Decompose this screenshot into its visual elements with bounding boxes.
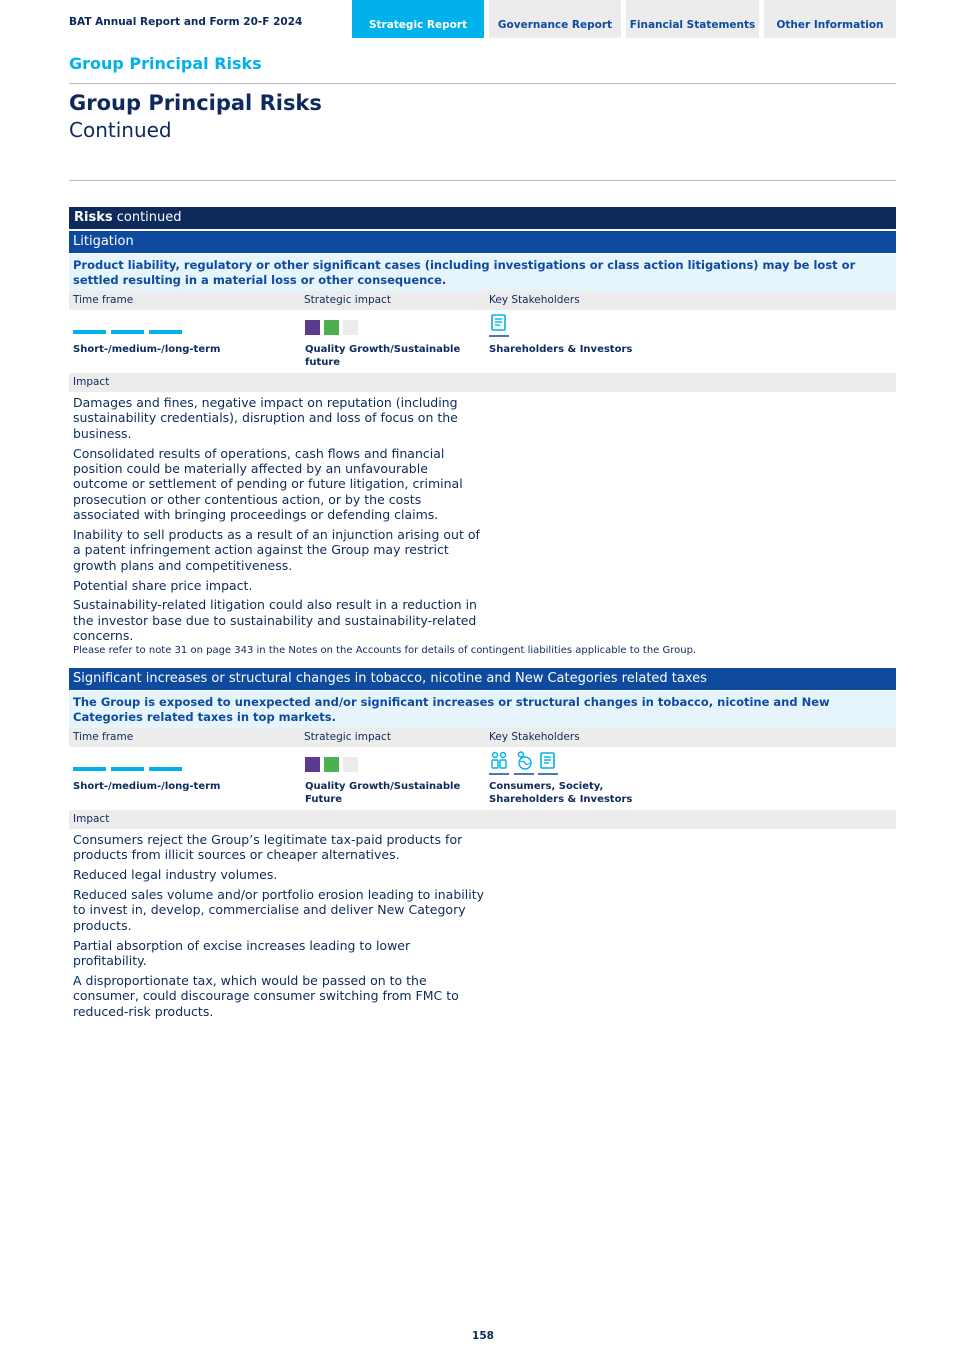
risks-title-bold: Risks (74, 210, 113, 225)
page-number: 158 (472, 1330, 494, 1342)
society-icon (514, 751, 534, 776)
time-frame-dash-long (149, 767, 182, 771)
impact-item: Sustainability-related litigation could also result in a reduction in the investor base due to sustainability and sustainability-related concerns. (73, 597, 477, 644)
impact-list (73, 395, 485, 648)
strategic-impact-value: Quality Growth/Sustainable future (305, 344, 461, 368)
time-frame-value: Short-/medium-/long-term (73, 781, 221, 792)
time-frame-label: Time frame (73, 294, 134, 306)
tab-strategic-report[interactable]: Strategic Report (352, 0, 484, 38)
impact-list (73, 832, 485, 1023)
impact-item: Inability to sell products as a result of an injunction arising out of a patent infringement action against the Group may restrict growth plans and competitiveness. (73, 527, 480, 573)
time-frame-dash-short (73, 767, 106, 771)
risks-table-header (69, 207, 896, 229)
impact-item: Reduced legal industry volumes. (73, 867, 278, 883)
quality-growth-square (305, 320, 320, 335)
risks-title-rest: continued (112, 210, 182, 225)
sustainable-future-square (324, 757, 339, 772)
impact-header (69, 810, 896, 829)
strategic-impact-label: Strategic impact (304, 731, 391, 743)
impact-item: Consumers reject the Group’s legitimate tax-paid products for products from illicit sources or cheaper alternatives. (73, 832, 463, 863)
consumers-icon (489, 751, 509, 776)
tab-other-information[interactable]: Other Information (764, 0, 896, 38)
risk-statement: Product liability, regulatory or other significant cases (including investigations or class action litigations) may be lost or settled resulting in a material loss or other consequence. (69, 254, 896, 291)
impact-item: Potential share price impact. (73, 577, 253, 593)
divider (69, 83, 896, 84)
risk-category-title: Litigation (69, 231, 896, 253)
top-navigation (0, 0, 966, 38)
impact-item: Reduced sales volume and/or portfolio erosion leading to inability to invest in, develop, commercialise and deliver New Category products. (73, 887, 484, 933)
tab-financial-statements[interactable]: Financial Statements (626, 0, 759, 38)
risk-attributes-header (69, 291, 896, 310)
page-title: Group Principal Risks (69, 91, 322, 115)
page-subtitle: Continued (69, 118, 172, 142)
shareholders-icon (538, 751, 558, 776)
key-stakeholders-label: Key Stakeholders (489, 731, 580, 743)
tab-governance-report[interactable]: Governance Report (489, 0, 621, 38)
quality-growth-square (305, 757, 320, 772)
divider (69, 180, 896, 181)
time-frame-dash-long (149, 330, 182, 334)
time-frame-dash-short (73, 330, 106, 334)
contingent-liabilities-note: Please refer to note 31 on page 343 in the Notes on the Accounts for details of contingent liabilities applicable to the Group. (73, 645, 697, 656)
inactive-square (343, 757, 358, 772)
risk-statement: The Group is exposed to unexpected and/or significant increases or structural changes in tobacco, nicotine and New Categories related taxes in top markets. (69, 691, 896, 728)
stakeholders-value-line2: Shareholders & Investors (489, 794, 633, 805)
risk-attributes-header (69, 728, 896, 747)
strategic-impact-label: Strategic impact (304, 294, 391, 306)
impact-item: Consolidated results of operations, cash flows and financial position could be materially affected by an unfavourable outcome or settlement of pending or future litigation, criminal prosecution or other contentious action, or by the costs associated with bringing proceedings or defending claims. (73, 445, 463, 523)
document-title: BAT Annual Report and Form 20-F 2024 (69, 16, 303, 28)
impact-header (69, 373, 896, 392)
impact-item: A disproportionate tax, which would be passed on to the consumer, could discourage consumer switching from FMC to reduced-risk products. (73, 972, 459, 1019)
stakeholders-value: Shareholders & Investors (489, 344, 633, 355)
stakeholders-value-line1: Consumers, Society, (489, 781, 604, 792)
strategic-impact-value: Quality Growth/Sustainable Future (305, 781, 461, 805)
time-frame-label: Time frame (73, 731, 134, 743)
inactive-square (343, 320, 358, 335)
impact-item: Partial absorption of excise increases leading to lower profitability. (73, 937, 411, 969)
time-frame-value: Short-/medium-/long-term (73, 344, 221, 355)
shareholders-icon (489, 313, 509, 338)
time-frame-dash-medium (111, 767, 144, 771)
sustainable-future-square (324, 320, 339, 335)
impact-item: Damages and fines, negative impact on reputation (including sustainability credentials), disruption and loss of focus on the business. (73, 395, 458, 441)
risk-title: Significant increases or structural changes in tobacco, nicotine and New Categories related taxes (69, 668, 896, 690)
impact-label: Impact (73, 376, 110, 388)
section-label: Group Principal Risks (69, 54, 262, 73)
time-frame-dash-medium (111, 330, 144, 334)
impact-label: Impact (73, 813, 110, 825)
key-stakeholders-label: Key Stakeholders (489, 294, 580, 306)
